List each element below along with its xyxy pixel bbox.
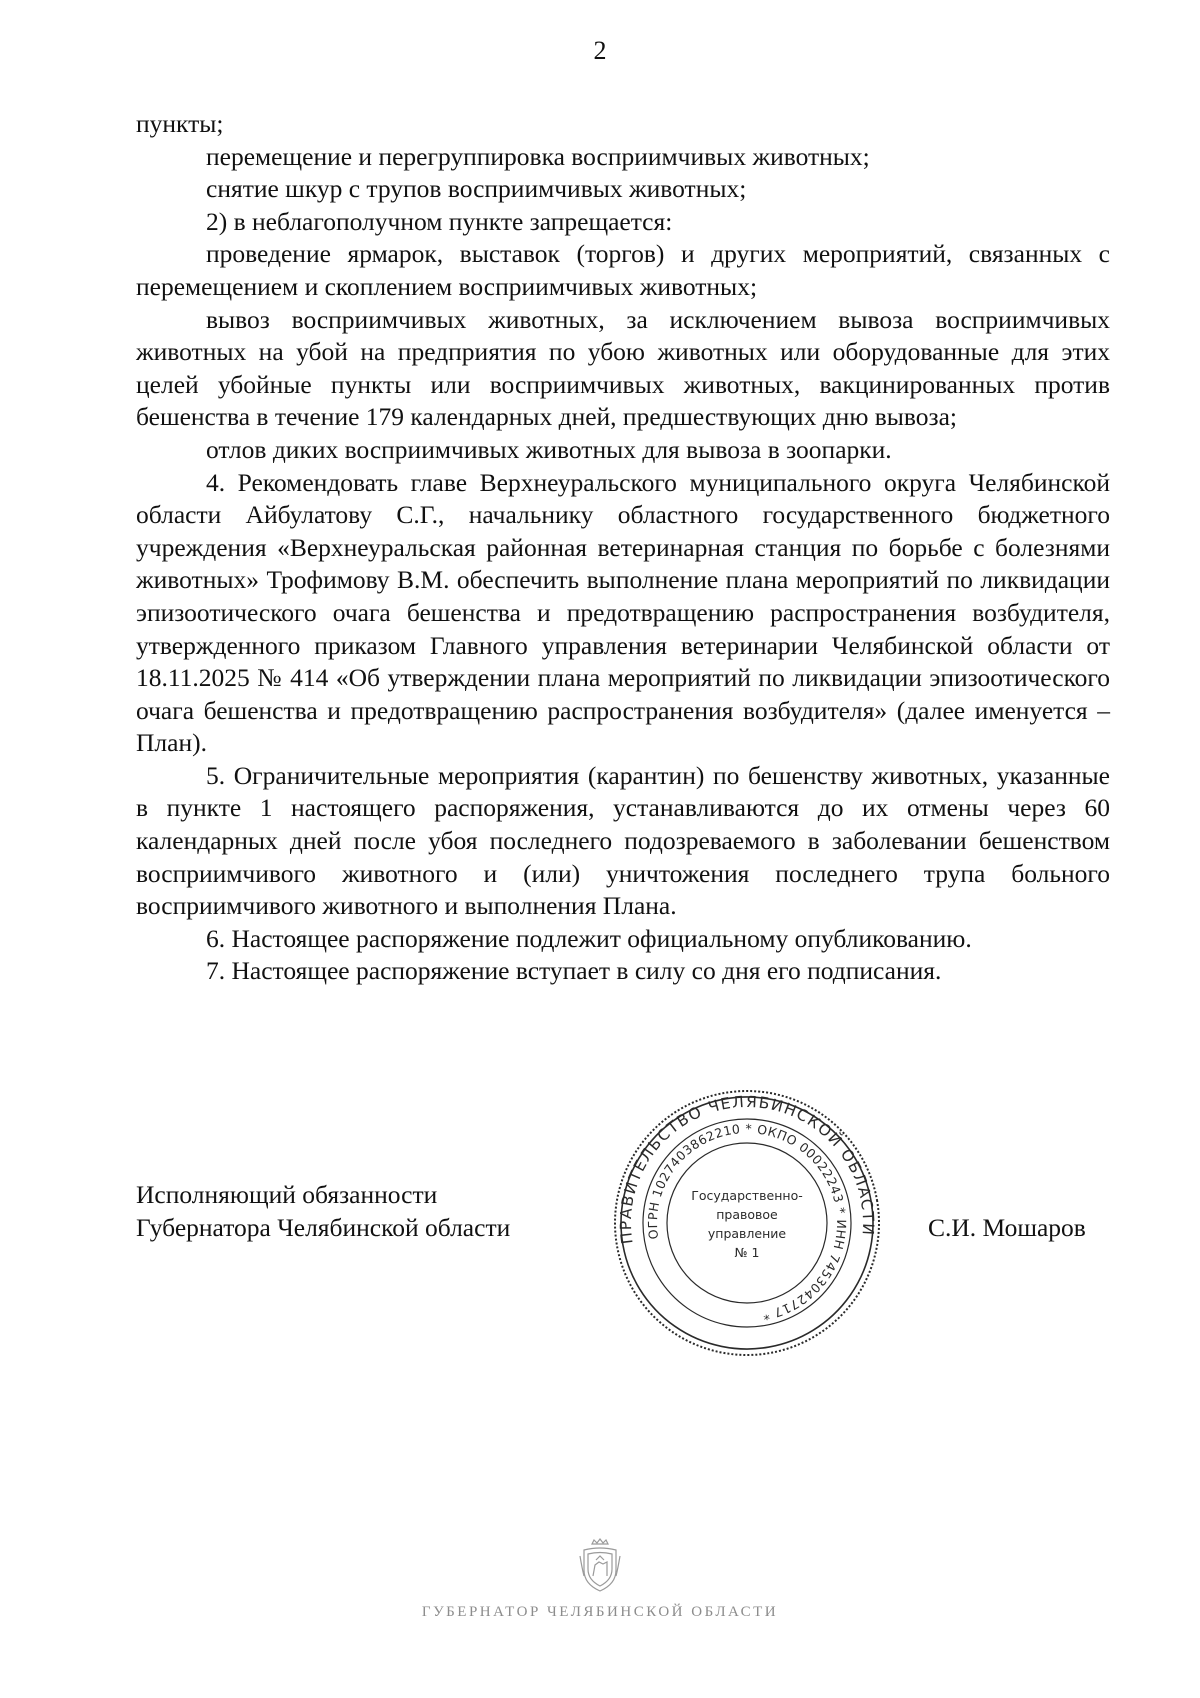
paragraph: снятие шкур с трупов восприимчивых животных; (206, 174, 747, 204)
paragraph: 2) в неблагополучном пункте запрещается: (206, 206, 673, 236)
signer-name: С.И. Мошаров (928, 1213, 1086, 1242)
paragraph-item-7: 7. Настоящее распоряжение вступает в силу со дня его подписания. (206, 956, 942, 986)
seal-center-text: Государственно- (691, 1188, 803, 1203)
signature-position-line: Исполняющий обязанности (136, 1180, 438, 1209)
seal-center-text: управление (707, 1226, 787, 1241)
paragraph-item-5: 5. Ограничительные мероприятия (карантин) по бешенству животных, указанные в пункте 1 настоящего распоряжения, устанавливаются до их отмены через 60 календарных дней после убоя последнего подозреваемого в заболевании бешенством восприимчивого животного и (или) уничтожения последнего трупа больного восприимчивого животного и выполнения Плана. (136, 760, 1110, 921)
signature-position-line: Губернатора Челябинской области (136, 1213, 511, 1242)
paragraph: отлов диких восприимчивых животных для вывоза в зоопарки. (206, 434, 892, 464)
seal-ring-text: ОГРН 1027403862210 * ОКПО 00022243 * ИНН 7453042717 * (644, 1120, 850, 1324)
paragraph: проведение ярмарок, выставок (торгов) и других мероприятий, связанных с перемещением и скоплением восприимчивых животных; (136, 239, 1110, 301)
seal-center-text: № 1 (734, 1245, 760, 1260)
seal-outer-text: ПРАВИТЕЛЬСТВО ЧЕЛЯБИНСКОЙ ОБЛАСТИ (616, 1092, 878, 1245)
paragraph-item-4: 4. Рекомендовать главе Верхнеуральского муниципального округа Челябинской области Айбулатову С.Г., начальнику областного государственного бюджетного учреждения «Верхнеуральская районная ветеринарная станция по борьбе с болезнями животных» Трофимову В.М. обеспечить выполнение плана мероприятий по ликвидации эпизоотического очага бешенства и предотвращению распространения возбудителя, утвержденного приказом Главного управления ветеринарии Челябинской области от 18.11.2025 № 414 «Об утверждении плана мероприятий по ликвидации эпизоотического очага бешенства и предотвращению распространения возбудителя» (далее именуется – План). (136, 467, 1110, 758)
paragraph-item-6: 6. Настоящее распоряжение подлежит официальному опубликованию. (206, 923, 972, 953)
footer-letterhead-text: ГУБЕРНАТОР ЧЕЛЯБИНСКОЙ ОБЛАСТИ (421, 1604, 779, 1620)
document-body (136, 108, 1110, 988)
signature-position (136, 1178, 510, 1244)
seal-center-text: правовое (716, 1207, 778, 1222)
paragraph: перемещение и перегруппировка восприимчивых животных; (206, 141, 870, 171)
page-number: 2 (593, 36, 607, 65)
official-seal-stamp (612, 1088, 882, 1358)
coat-of-arms-icon (578, 1538, 622, 1594)
paragraph: пункты; (136, 109, 224, 138)
paragraph: вывоз восприимчивых животных, за исключением вывоза восприимчивых животных на убой на предприятия по убою животных или оборудованные для этих целей убойные пункты или восприимчивых животных, вакцинированных против бешенства в течение 179 календарных дней, предшествующих дню вывоза; (136, 304, 1110, 432)
